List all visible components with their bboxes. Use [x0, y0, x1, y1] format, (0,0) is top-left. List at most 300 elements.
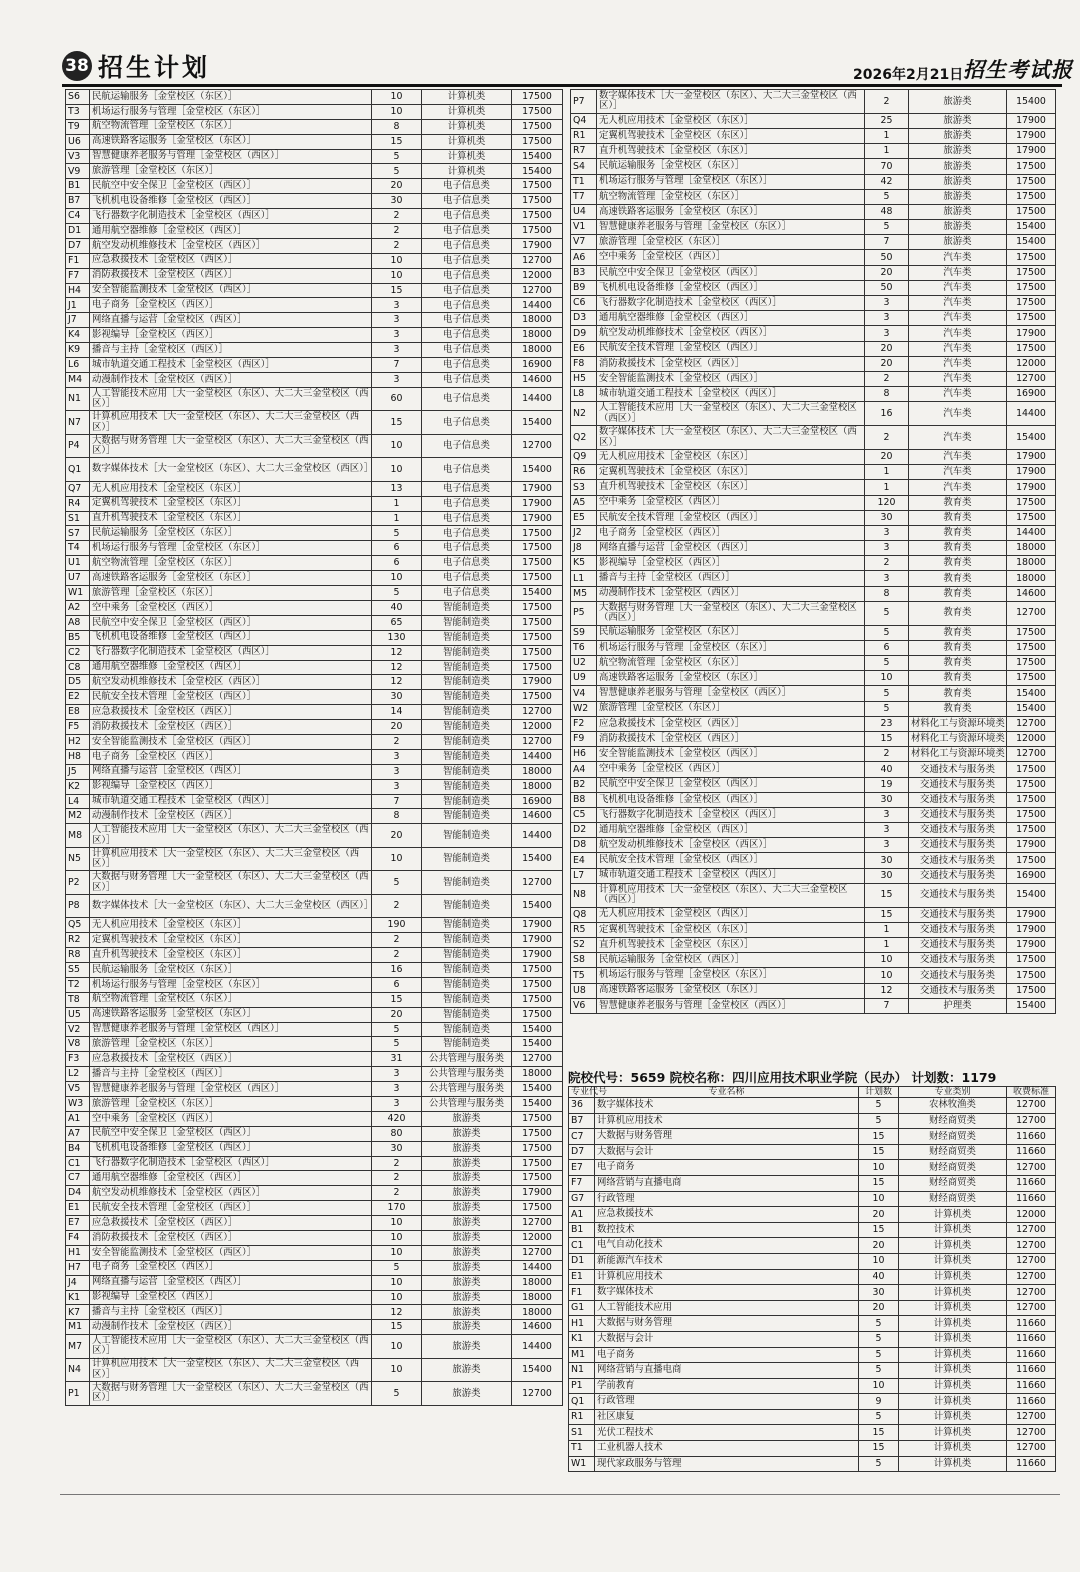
- major-category: 交通技术与服务类: [909, 953, 1007, 968]
- major-code: K5: [571, 556, 597, 571]
- table-row: [66, 298, 563, 313]
- major-name: 飞行器数字化制造技术［金堂校区（西区）］: [90, 1156, 372, 1171]
- major-name: 影视编导［金堂校区（西区）］: [90, 1290, 372, 1305]
- plan-count: 3: [372, 313, 422, 328]
- major-name: 计算机应用技术［大一金堂校区（东区）、大二大三金堂校区（西区）］: [90, 411, 372, 435]
- table-row: [571, 571, 1056, 586]
- major-category: 交通技术与服务类: [909, 937, 1007, 952]
- major-code: F1: [66, 253, 90, 268]
- tuition-fee: 16900: [512, 794, 563, 809]
- major-name: 通用航空器维修［金堂校区（西区）］: [90, 660, 372, 675]
- plan-count: 30: [859, 1285, 899, 1301]
- major-code: R5: [571, 922, 597, 937]
- major-code: U4: [571, 204, 597, 219]
- major-name: 飞机机电设备维修［金堂校区（西区）］: [597, 280, 865, 295]
- school-section-title: 院校代号：5659 院校名称：四川应用技术职业学院（民办） 计划数：1179: [568, 1070, 997, 1085]
- tuition-fee: 18000: [512, 313, 563, 328]
- tuition-fee: 12000: [512, 268, 563, 283]
- major-name: 应急救援技术［金堂校区（西区）］: [90, 705, 372, 720]
- major-code: D3: [571, 311, 597, 326]
- major-code: V5: [66, 1082, 90, 1097]
- tuition-fee: 17500: [512, 600, 563, 615]
- major-code: M7: [66, 1335, 90, 1359]
- major-category: 智能制造类: [422, 962, 512, 977]
- table-row: [569, 1238, 1056, 1254]
- plan-count: 170: [372, 1201, 422, 1216]
- tuition-fee: 17500: [512, 209, 563, 224]
- table-row: [66, 749, 563, 764]
- major-name: 安全智能监测技术［金堂校区（西区）］: [597, 371, 865, 386]
- table-row: [571, 556, 1056, 571]
- table-row: [571, 807, 1056, 822]
- newspaper-logo: 招生考试报: [963, 57, 1073, 82]
- major-name: 播音与主持［金堂校区（西区）］: [90, 1305, 372, 1320]
- major-category: 旅游类: [909, 220, 1007, 235]
- major-name: 定翼机驾驶技术［金堂校区（东区）］: [90, 496, 372, 511]
- tuition-fee: 12000: [1007, 731, 1056, 746]
- plan-count: 80: [372, 1126, 422, 1141]
- major-category: 智能制造类: [422, 794, 512, 809]
- table-row: [569, 1129, 1056, 1145]
- major-code: U5: [66, 1007, 90, 1022]
- tuition-fee: 17900: [512, 933, 563, 948]
- table-row: [569, 1285, 1056, 1301]
- table-row: [571, 371, 1056, 386]
- tuition-fee: 17500: [1007, 968, 1056, 983]
- major-name: 数字媒体技术: [595, 1098, 859, 1114]
- major-name: 社区康复: [595, 1409, 859, 1425]
- plan-count: 3: [865, 838, 909, 853]
- major-category: 汽车类: [909, 326, 1007, 341]
- plan-count: 2: [372, 1171, 422, 1186]
- table-row: [571, 762, 1056, 777]
- plan-count: 5: [372, 164, 422, 179]
- plan-count: 40: [372, 600, 422, 615]
- tuition-fee: 17500: [1007, 265, 1056, 280]
- tuition-fee: 12700: [512, 1052, 563, 1067]
- table-row: [66, 1052, 563, 1067]
- table-row: [571, 883, 1056, 907]
- plan-count: 70: [865, 159, 909, 174]
- major-category: 计算机类: [899, 1409, 1007, 1425]
- major-category: 材料化工与资源环境类: [909, 716, 1007, 731]
- major-code: U8: [571, 983, 597, 998]
- table-row: [571, 144, 1056, 159]
- plan-count: 2: [372, 209, 422, 224]
- plan-count: 5: [859, 1347, 899, 1363]
- major-code: W1: [66, 586, 90, 601]
- major-category: 电子信息类: [422, 313, 512, 328]
- table-row: [66, 1037, 563, 1052]
- tuition-fee: 14600: [1007, 586, 1056, 601]
- major-name: 定翼机驾驶技术［金堂校区（东区）］: [597, 465, 865, 480]
- table-row: [66, 1171, 563, 1186]
- table-row: [66, 992, 563, 1007]
- major-name: 直升机驾驶技术［金堂校区（东区）］: [90, 511, 372, 526]
- tuition-fee: 17900: [1007, 113, 1056, 128]
- major-category: 电子信息类: [422, 268, 512, 283]
- table-row: [66, 675, 563, 690]
- plan-count: 2: [372, 948, 422, 963]
- tuition-fee: 12700: [1007, 1285, 1056, 1301]
- major-category: 交通技术与服务类: [909, 838, 1007, 853]
- major-code: B1: [569, 1222, 595, 1238]
- major-name: 民航运输服务［金堂校区（西区）］: [597, 953, 865, 968]
- tuition-fee: 12700: [1007, 716, 1056, 731]
- tuition-fee: 17500: [512, 104, 563, 119]
- header-name: 专业名称: [595, 1087, 859, 1098]
- plan-count: 65: [372, 615, 422, 630]
- major-category: 电子信息类: [422, 238, 512, 253]
- tuition-fee: 17500: [1007, 174, 1056, 189]
- table-row: [66, 1186, 563, 1201]
- tuition-fee: 12700: [1007, 1409, 1056, 1425]
- table-row: [66, 526, 563, 541]
- plan-count: 5: [865, 686, 909, 701]
- tuition-fee: 17500: [512, 1156, 563, 1171]
- major-code: G7: [569, 1191, 595, 1207]
- table-row: [66, 119, 563, 134]
- tuition-fee: 12700: [1007, 1098, 1056, 1114]
- table-row: [66, 660, 563, 675]
- major-name: 网络直播与运营［金堂校区（西区）］: [597, 541, 865, 556]
- major-code: U7: [66, 571, 90, 586]
- major-name: 城市轨道交通工程技术［金堂校区（西区）］: [597, 868, 865, 883]
- table-row: [66, 496, 563, 511]
- table-row: [571, 326, 1056, 341]
- tuition-fee: 11660: [1007, 1347, 1056, 1363]
- table-row: [66, 1320, 563, 1335]
- tuition-fee: 12700: [512, 283, 563, 298]
- plan-count: 20: [865, 341, 909, 356]
- major-code: R8: [66, 948, 90, 963]
- table-row: [571, 174, 1056, 189]
- major-name: 旅游管理［金堂校区（东区）］: [597, 235, 865, 250]
- major-category: 旅游类: [422, 1186, 512, 1201]
- major-category: 计算机类: [422, 134, 512, 149]
- major-name: 计算机应用技术［大一金堂校区（东区）、大二大三金堂校区（西区）］: [597, 883, 865, 907]
- plan-count: 1: [865, 128, 909, 143]
- major-name: 定翼机驾驶技术［金堂校区（东区）］: [90, 933, 372, 948]
- table-row: [66, 1141, 563, 1156]
- major-code: B7: [569, 1113, 595, 1129]
- major-code: Q9: [571, 449, 597, 464]
- tuition-fee: 12700: [512, 871, 563, 895]
- major-name: 大数据与财务管理［大一金堂校区（东区）、大二大三金堂校区（西区）］: [90, 871, 372, 895]
- major-code: U2: [571, 656, 597, 671]
- table-row: [66, 600, 563, 615]
- plan-count: 3: [372, 343, 422, 358]
- major-name: 计算机应用技术［大一金堂校区（东区）、大二大三金堂校区（西区）］: [90, 847, 372, 871]
- tuition-fee: 18000: [1007, 541, 1056, 556]
- table-row: [571, 449, 1056, 464]
- tuition-fee: 15400: [1007, 998, 1056, 1013]
- table-row: [569, 1144, 1056, 1160]
- tuition-fee: 17500: [1007, 510, 1056, 525]
- major-category: 汽车类: [909, 250, 1007, 265]
- major-code: L6: [66, 358, 90, 373]
- major-name: 消防救援技术［金堂校区（西区）］: [597, 356, 865, 371]
- plan-count: 5: [372, 149, 422, 164]
- table-row: [569, 1269, 1056, 1285]
- tuition-fee: 17500: [1007, 296, 1056, 311]
- major-name: 通用航空器维修［金堂校区（西区）］: [90, 224, 372, 239]
- major-category: 计算机类: [899, 1425, 1007, 1441]
- tuition-fee: 17500: [1007, 341, 1056, 356]
- plan-count: 3: [372, 298, 422, 313]
- major-name: 计算机应用技术［大一金堂校区（东区）、大二大三金堂校区（西区）］: [90, 1358, 372, 1382]
- major-category: 旅游类: [422, 1231, 512, 1246]
- tuition-fee: 17500: [512, 992, 563, 1007]
- major-code: F7: [66, 268, 90, 283]
- major-category: 智能制造类: [422, 779, 512, 794]
- plan-count: 30: [865, 510, 909, 525]
- major-code: D8: [571, 838, 597, 853]
- major-category: 财经商贸类: [899, 1175, 1007, 1191]
- table-row: [66, 779, 563, 794]
- table-row: [571, 671, 1056, 686]
- tuition-fee: 14400: [1007, 525, 1056, 540]
- table-row: [66, 645, 563, 660]
- table-row: [571, 280, 1056, 295]
- plan-count: 7: [372, 794, 422, 809]
- plan-count: 30: [372, 690, 422, 705]
- major-code: E2: [66, 690, 90, 705]
- major-name: 动漫制作技术［金堂校区（西区）］: [90, 372, 372, 387]
- tuition-fee: 15400: [1007, 235, 1056, 250]
- table-row: [571, 525, 1056, 540]
- major-code: A8: [66, 615, 90, 630]
- tuition-fee: 17900: [1007, 449, 1056, 464]
- plan-count: 19: [865, 777, 909, 792]
- major-code: A5: [571, 495, 597, 510]
- major-category: 电子信息类: [422, 434, 512, 458]
- plan-count: 15: [859, 1222, 899, 1238]
- tuition-fee: 12700: [1007, 601, 1056, 625]
- major-code: H2: [66, 734, 90, 749]
- major-category: 智能制造类: [422, 630, 512, 645]
- plan-count: 31: [372, 1052, 422, 1067]
- table-row: [571, 341, 1056, 356]
- major-code: M1: [569, 1347, 595, 1363]
- tuition-fee: 17500: [1007, 250, 1056, 265]
- major-code: B8: [571, 792, 597, 807]
- major-code: C8: [66, 660, 90, 675]
- plan-count: 5: [372, 1022, 422, 1037]
- major-code: P7: [571, 90, 597, 114]
- table-row: [569, 1347, 1056, 1363]
- plan-count: 15: [859, 1175, 899, 1191]
- tuition-fee: 18000: [512, 764, 563, 779]
- major-category: 农林牧渔类: [899, 1098, 1007, 1114]
- tuition-fee: 12700: [1007, 1441, 1056, 1457]
- plan-count: 1: [372, 511, 422, 526]
- table-row: [571, 265, 1056, 280]
- table-row: [66, 1111, 563, 1126]
- plan-count: 3: [372, 328, 422, 343]
- plan-count: 1: [865, 480, 909, 495]
- major-name: 飞机机电设备维修［金堂校区（西区）］: [90, 630, 372, 645]
- major-category: 电子信息类: [422, 411, 512, 435]
- table-row: [66, 209, 563, 224]
- plan-count: 1: [372, 496, 422, 511]
- major-category: 智能制造类: [422, 660, 512, 675]
- major-category: 护理类: [909, 998, 1007, 1013]
- major-name: 空中乘务［金堂校区（西区）］: [597, 762, 865, 777]
- tuition-fee: 17500: [1007, 625, 1056, 640]
- major-name: 航空物流管理［金堂校区（东区）］: [90, 992, 372, 1007]
- plan-count: 2: [372, 1186, 422, 1201]
- major-category: 电子信息类: [422, 556, 512, 571]
- major-code: T6: [571, 640, 597, 655]
- major-category: 电子信息类: [422, 253, 512, 268]
- issue-date: 2026年2月21日: [853, 67, 964, 83]
- major-code: M4: [66, 372, 90, 387]
- tuition-fee: 15400: [512, 1037, 563, 1052]
- major-name: 影视编导［金堂校区（西区）］: [90, 779, 372, 794]
- table-row: [571, 701, 1056, 716]
- table-row: [569, 1113, 1056, 1129]
- plan-count: 5: [859, 1363, 899, 1379]
- major-code: G1: [569, 1300, 595, 1316]
- table-row: [66, 1067, 563, 1082]
- tuition-fee: 17500: [512, 645, 563, 660]
- major-code: E7: [66, 1216, 90, 1231]
- major-category: 旅游类: [909, 159, 1007, 174]
- table-row: [66, 615, 563, 630]
- table-row: [569, 1425, 1056, 1441]
- plan-count: 5: [372, 871, 422, 895]
- tuition-fee: 17500: [512, 194, 563, 209]
- major-code: H6: [571, 747, 597, 762]
- tuition-fee: 17900: [512, 496, 563, 511]
- tuition-fee: 17500: [512, 90, 563, 105]
- school-plan-table: [568, 1086, 1056, 1472]
- major-category: 汽车类: [909, 311, 1007, 326]
- major-code: A4: [571, 762, 597, 777]
- tuition-fee: 12700: [512, 1245, 563, 1260]
- major-category: 旅游类: [422, 1111, 512, 1126]
- table-row: [571, 113, 1056, 128]
- major-name: 机场运行服务与管理［金堂校区（东区）］: [597, 640, 865, 655]
- plan-count: 2: [865, 371, 909, 386]
- major-name: 飞机机电设备维修［金堂校区（西区）］: [597, 792, 865, 807]
- major-name: 网络营销与直播电商: [595, 1363, 859, 1379]
- major-category: 电子信息类: [422, 511, 512, 526]
- tuition-fee: 17500: [512, 615, 563, 630]
- plan-count: 12: [372, 660, 422, 675]
- table-row: [571, 586, 1056, 601]
- table-row: [66, 224, 563, 239]
- major-category: 电子信息类: [422, 283, 512, 298]
- plan-count: 15: [865, 907, 909, 922]
- major-name: 旅游管理［金堂校区（东区）］: [90, 586, 372, 601]
- major-category: 汽车类: [909, 426, 1007, 450]
- table-row: [569, 1316, 1056, 1332]
- plan-count: 50: [865, 280, 909, 295]
- major-code: T7: [571, 189, 597, 204]
- plan-count: 190: [372, 918, 422, 933]
- bottom-divider: [60, 1494, 1060, 1495]
- tuition-fee: 17900: [1007, 144, 1056, 159]
- major-category: 智能制造类: [422, 675, 512, 690]
- table-row: [66, 1126, 563, 1141]
- major-name: 通用航空器维修［金堂校区（西区）］: [597, 311, 865, 326]
- major-code: V3: [66, 149, 90, 164]
- table-row: [66, 194, 563, 209]
- plan-count: 12: [372, 645, 422, 660]
- plan-count: 5: [372, 586, 422, 601]
- major-code: Q4: [571, 113, 597, 128]
- major-code: F2: [571, 716, 597, 731]
- table-row: [571, 426, 1056, 450]
- table-row: [569, 1300, 1056, 1316]
- plan-count: 10: [859, 1191, 899, 1207]
- table-row: [569, 1160, 1056, 1176]
- table-row: [66, 1335, 563, 1359]
- tuition-fee: 14400: [512, 298, 563, 313]
- major-name: 城市轨道交通工程技术［金堂校区（西区）］: [597, 387, 865, 402]
- major-code: N2: [571, 402, 597, 426]
- plan-count: 12: [372, 1305, 422, 1320]
- major-category: 计算机类: [899, 1363, 1007, 1379]
- major-category: 智能制造类: [422, 871, 512, 895]
- plan-count: 10: [865, 968, 909, 983]
- tuition-fee: 17500: [512, 630, 563, 645]
- table-row: [571, 823, 1056, 838]
- table-row: [571, 495, 1056, 510]
- major-category: 教育类: [909, 525, 1007, 540]
- tuition-fee: 12700: [1007, 1160, 1056, 1176]
- tuition-fee: 17900: [512, 675, 563, 690]
- table-row: [66, 1290, 563, 1305]
- major-category: 汽车类: [909, 341, 1007, 356]
- table-row: [66, 894, 563, 918]
- major-code: D1: [66, 224, 90, 239]
- major-category: 旅游类: [422, 1171, 512, 1186]
- plan-count: 10: [372, 1358, 422, 1382]
- major-code: E7: [569, 1160, 595, 1176]
- tuition-fee: 17900: [1007, 937, 1056, 952]
- major-category: 教育类: [909, 510, 1007, 525]
- table-row: [571, 640, 1056, 655]
- major-category: 教育类: [909, 640, 1007, 655]
- major-code: H5: [571, 371, 597, 386]
- plan-count: 48: [865, 204, 909, 219]
- plan-count: 15: [372, 283, 422, 298]
- tuition-fee: 15400: [1007, 426, 1056, 450]
- plan-count: 1: [865, 465, 909, 480]
- major-name: 数控技术: [595, 1222, 859, 1238]
- tuition-fee: 15400: [1007, 883, 1056, 907]
- plan-count: 7: [372, 358, 422, 373]
- plan-count: 3: [372, 1067, 422, 1082]
- tuition-fee: 17500: [512, 119, 563, 134]
- major-name: 航空物流管理［金堂校区（东区）］: [597, 656, 865, 671]
- plan-count: 10: [372, 253, 422, 268]
- major-name: 城市轨道交通工程技术［金堂校区（西区）］: [90, 358, 372, 373]
- major-name: 数字媒体技术［大一金堂校区（东区）、大二大三金堂校区（西区）］: [597, 90, 865, 114]
- plan-count: 5: [372, 1260, 422, 1275]
- major-name: 直升机驾驶技术［金堂校区（东区）］: [597, 937, 865, 952]
- table-row: [66, 586, 563, 601]
- major-name: 民航空中安全保卫［金堂校区（西区）］: [597, 265, 865, 280]
- plan-count: 8: [372, 809, 422, 824]
- major-category: 智能制造类: [422, 705, 512, 720]
- plan-count: 5: [372, 1037, 422, 1052]
- plan-count: 3: [865, 326, 909, 341]
- major-category: 电子信息类: [422, 343, 512, 358]
